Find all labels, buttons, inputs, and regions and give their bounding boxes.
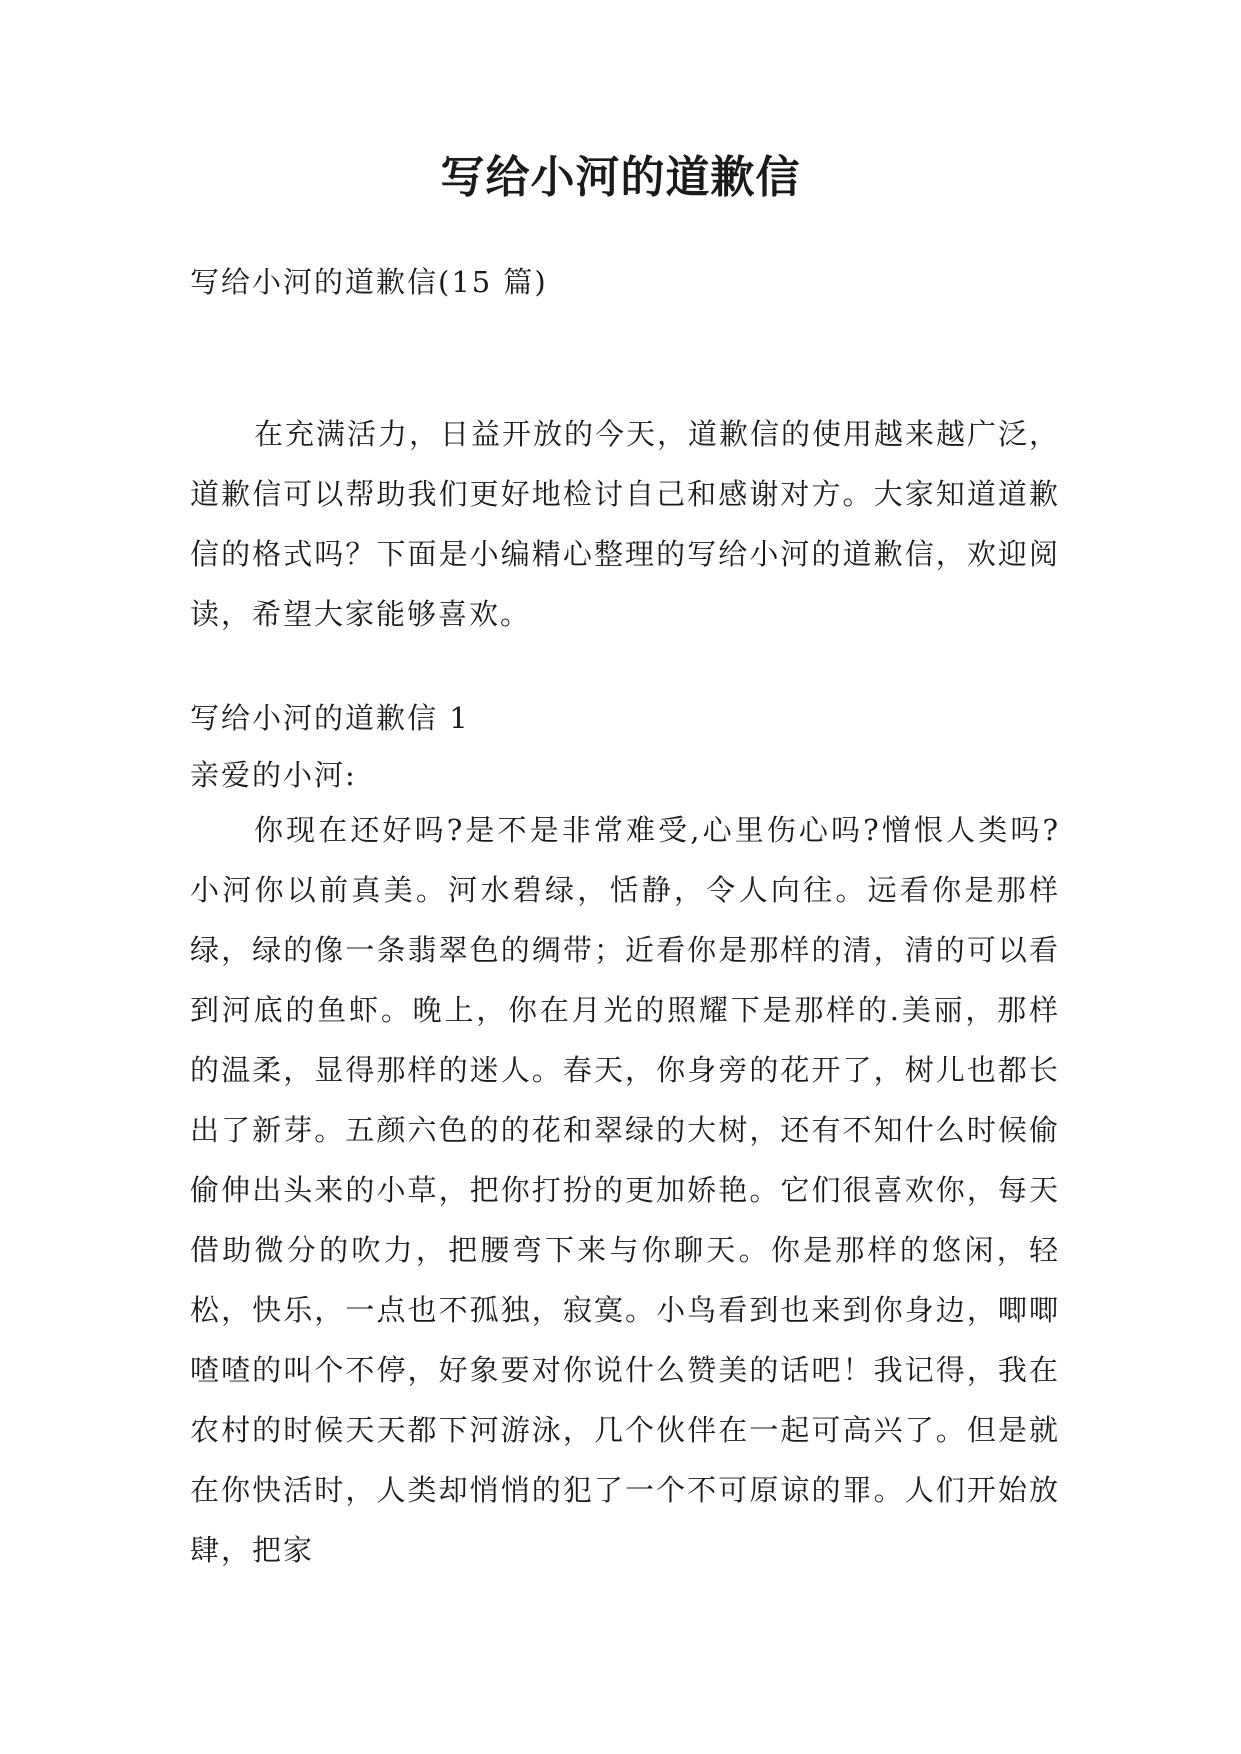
document-title: 写给小河的道歉信 — [440, 152, 801, 203]
section-heading: 写给小河的道歉信 1 — [190, 701, 470, 735]
letter-salutation: 亲爱的小河: — [190, 758, 357, 792]
intro-paragraph: 在充满活力，日益开放的今天，道歉信的使用越来越广泛，道歉信可以帮助我们更好地检讨自己和感谢对方。大家知道道歉信的格式吗？下面是小编精心整理的写给小河的道歉信，欢迎阅读，希望大家能够喜欢。 — [190, 417, 1061, 631]
document-subtitle: 写给小河的道歉信(15 篇) — [190, 265, 548, 299]
letter-body-paragraph: 你现在还好吗?是不是非常难受,心里伤心吗?憎恨人类吗?小河你以前真美。河水碧绿，恬静，令人向往。远看你是那样绿，绿的像一条翡翠色的绸带；近看你是那样的清，清的可以看到河底的鱼虾。晚上，你在月光的照耀下是那样的.美丽，那样的温柔，显得那样的迷人。春天，你身旁的花开了，树儿也都长出了新芽。五颜六色的的花和翠绿的大树，还有不知什么时候偷偷伸出头来的小草，把你打扮的更加娇艳。它们很喜欢你，每天借助微分的吹力，把腰弯下来与你聊天。你是那样的悠闲，轻松，快乐，一点也不孤独，寂寞。小鸟看到也来到你身边，唧唧喳喳的叫个不停，好象要对你说什么赞美的话吧！我记得，我在农村的时候天天都下河游泳，几个伙伴在一起可高兴了。但是就在你快活时，人类却悄悄的犯了一个不可原谅的罪。人们开始放肆，把家 — [190, 813, 1060, 1567]
